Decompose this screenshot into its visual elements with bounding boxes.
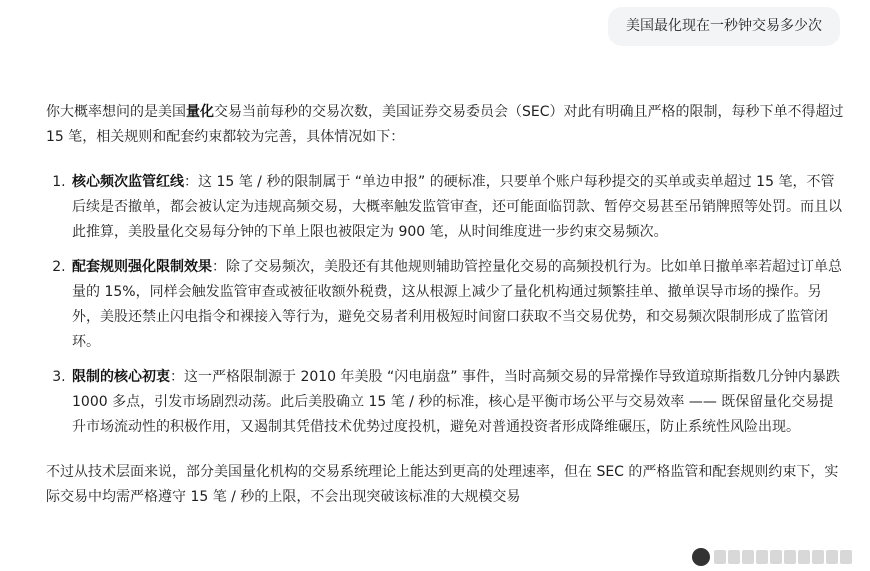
user-message-text: 美国最化现在一秒钟交易多少次 (626, 18, 822, 34)
answer-intro-keyword: 量化 (186, 104, 214, 120)
list-item-title: 配套规则强化限制效果 (72, 259, 212, 275)
list-item (70, 170, 846, 245)
list-item-title: 核心频次监管红线 (72, 174, 184, 190)
list-item-text: ：这一严格限制源于 2010 年美股 “闪电崩盘” 事件，当时高频交易的异常操作导致道琼斯指数几分钟内暴跌 1000 多点，引发市场剧烈动荡。此后美股确立 15 笔 / 秒的标准，核心是平衡市场公平与交易效率 —— 既保留量化交易提升市场流动性的积极作用，又遏制其凭借技术优势过度投机，避免对普通投资者形成降维碾压，防止系统性风险出现。 (72, 369, 840, 435)
answer-intro (46, 100, 846, 150)
watermark-text-block (714, 550, 852, 564)
watermark-logo-icon (692, 548, 710, 566)
list-item-text: ：除了交易频次，美股还有其他规则辅助管控量化交易的高频投机行为。比如单日撤单率若超过订单总量的 15%，同样会触发监管审查或被征收额外税费，这从根源上减少了量化机构通过频繁挂单、撤单误导市场的操作。另外，美股还禁止闪电指令和裸接入等行为，避免交易者利用极短时间窗口获取不当交易优势，和交易频次限制形成了监管闭环。 (72, 259, 842, 350)
answer-intro-part-c: 交易当前每秒的交易次数，美国证券交易委员会（SEC）对此有明确且严格的限制，每秒下单不得超过 15 笔，相关规则和配套约束都较为完善，具体情况如下： (46, 104, 844, 145)
answer-closing: 不过从技术层面来说，部分美国量化机构的交易系统理论上能达到更高的处理速率，但在 SEC 的严格监管和配套规则约束下，实际交易中均需严格遵守 15 笔 / 秒的上限，不会出现突破该标准的大规模交易 (46, 464, 839, 505)
answer-intro-part-a: 你大概率想问的是美国 (46, 104, 186, 120)
list-item-title: 限制的核心初衷 (72, 369, 170, 385)
assistant-answer (46, 100, 846, 510)
user-message-bubble (608, 7, 840, 46)
list-item (70, 255, 846, 355)
list-item (70, 365, 846, 440)
watermark (692, 545, 862, 569)
list-item-text: ：这 15 笔 / 秒的限制属于 “单边申报” 的硬标准，只要单个账户每秒提交的买单或卖单超过 15 笔，不管后续是否撤单，都会被认定为违规高频交易，大概率触发监管审查，还可能面临罚款、暂停交易甚至吊销牌照等处罚。而且以此推算，美股量化交易每分钟的下单上限也被限定为 900 笔，从时间维度进一步约束交易频次。 (72, 174, 842, 240)
answer-list (46, 170, 846, 440)
